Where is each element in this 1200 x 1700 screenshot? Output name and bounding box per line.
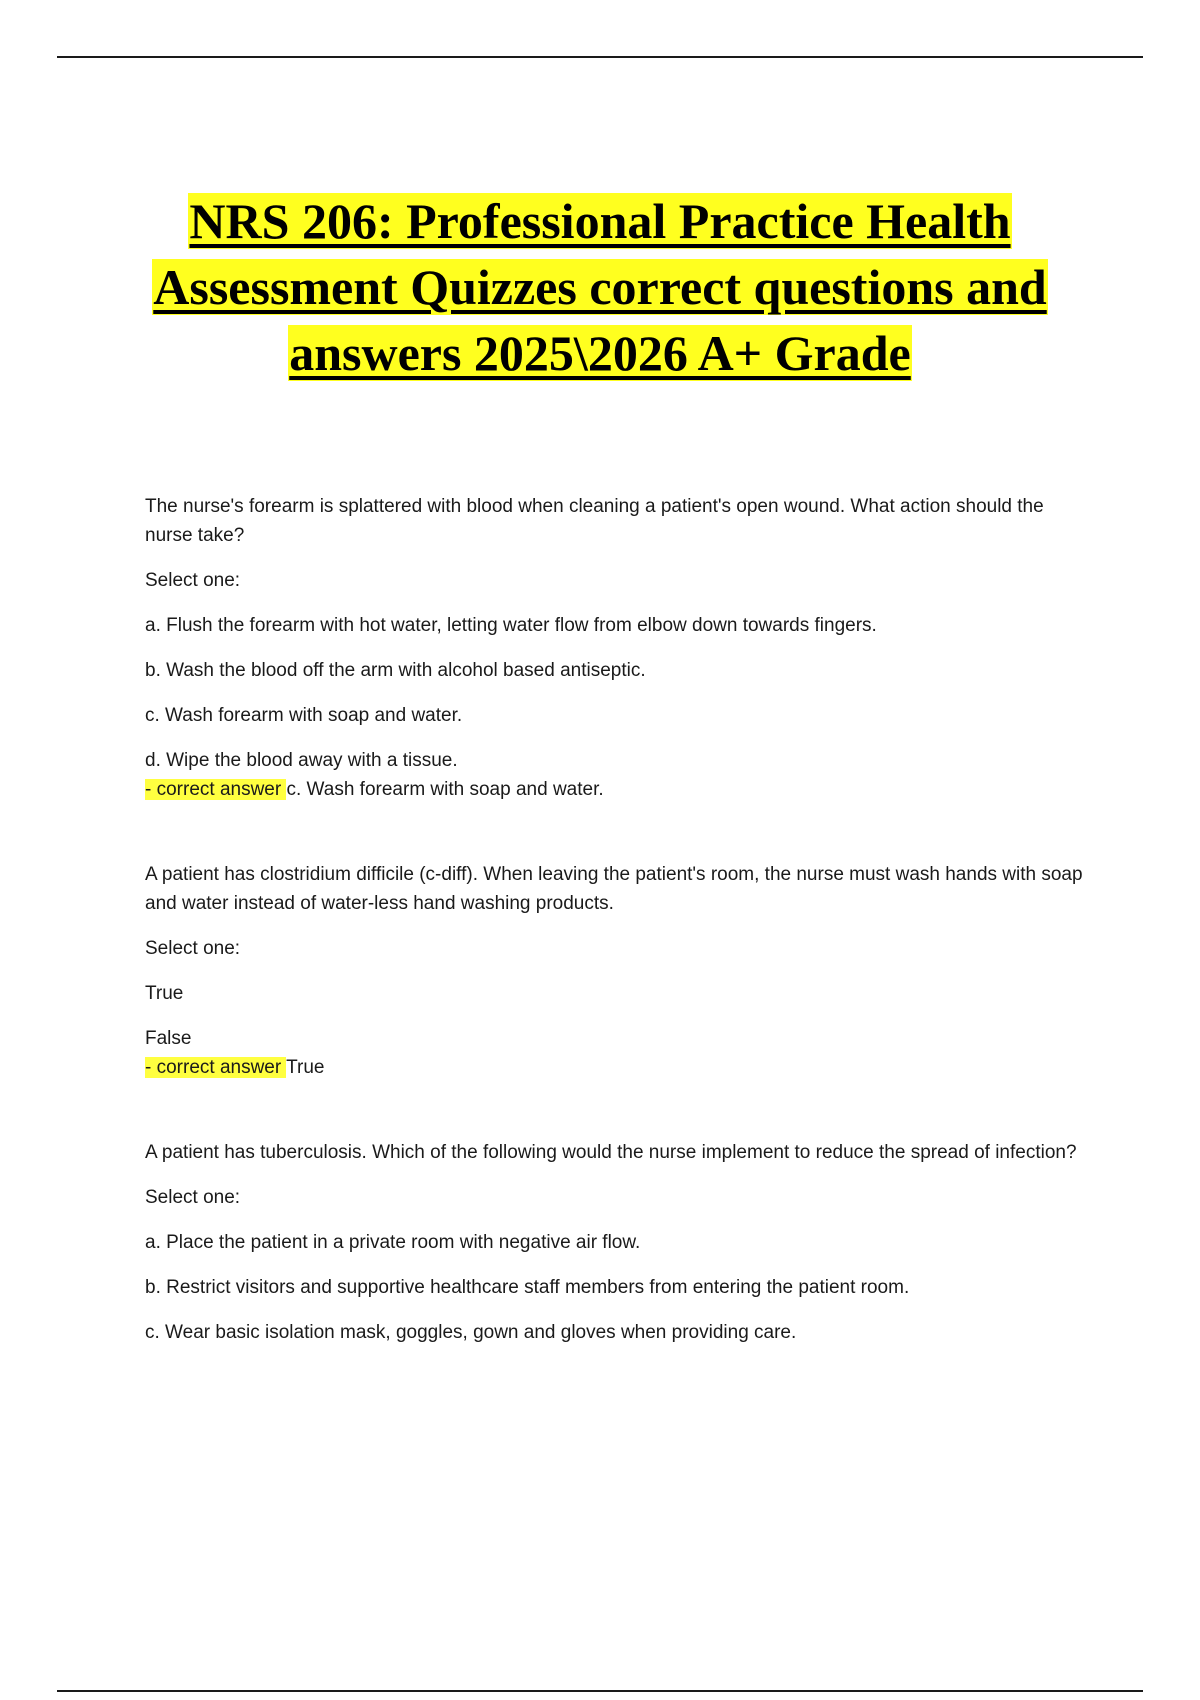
select-one-prompt: Select one: <box>145 1187 241 1208</box>
select-one-prompt: Select one: <box>145 938 241 959</box>
answer-option-c: c. Wash forearm with soap and water. <box>145 705 463 726</box>
question-text: The nurse's forearm is splattered with blood when cleaning a patient's open wound. What action should the nurse take? <box>145 496 1044 546</box>
correct-answer-value: c. Wash forearm with soap and water. <box>286 779 604 800</box>
title-line-2: Assessment Quizzes correct questions and <box>153 259 1047 315</box>
answer-option-true: True <box>145 983 184 1004</box>
question-block-1 <box>145 492 1095 804</box>
title-line-3: answers 2025\2026 A+ Grade <box>289 325 911 381</box>
question-text: A patient has tuberculosis. Which of the following would the nurse implement to reduce the spread of infection? <box>145 1142 1077 1163</box>
correct-answer-tag: - correct answer <box>145 1057 287 1078</box>
select-one-prompt: Select one: <box>145 570 241 591</box>
answer-option-b: b. Wash the blood off the arm with alcohol based antiseptic. <box>145 660 646 681</box>
footer-rule <box>57 1690 1143 1692</box>
answer-option-b: b. Restrict visitors and supportive healthcare staff members from entering the patient room. <box>145 1277 910 1298</box>
correct-answer-value: True <box>286 1057 325 1078</box>
header-rule <box>57 56 1143 58</box>
answer-option-d: d. Wipe the blood away with a tissue. <box>145 750 458 771</box>
correct-answer-line <box>145 1053 1095 1082</box>
document-title <box>100 188 1100 386</box>
question-text: A patient has clostridium difficile (c-diff). When leaving the patient's room, the nurse must wash hands with soap and water instead of water-less hand washing products. <box>145 864 1083 914</box>
question-block-3 <box>145 1138 1095 1347</box>
answer-option-false: False <box>145 1028 192 1049</box>
answer-option-a: a. Flush the forearm with hot water, letting water flow from elbow down towards fingers. <box>145 615 877 636</box>
answer-option-c: c. Wear basic isolation mask, goggles, gown and gloves when providing care. <box>145 1322 797 1343</box>
question-block-2 <box>145 860 1095 1082</box>
correct-answer-line <box>145 775 1095 804</box>
quiz-content <box>145 492 1095 1403</box>
answer-option-a: a. Place the patient in a private room with negative air flow. <box>145 1232 641 1253</box>
title-line-1: NRS 206: Professional Practice Health <box>189 193 1011 249</box>
correct-answer-tag: - correct answer <box>145 779 287 800</box>
